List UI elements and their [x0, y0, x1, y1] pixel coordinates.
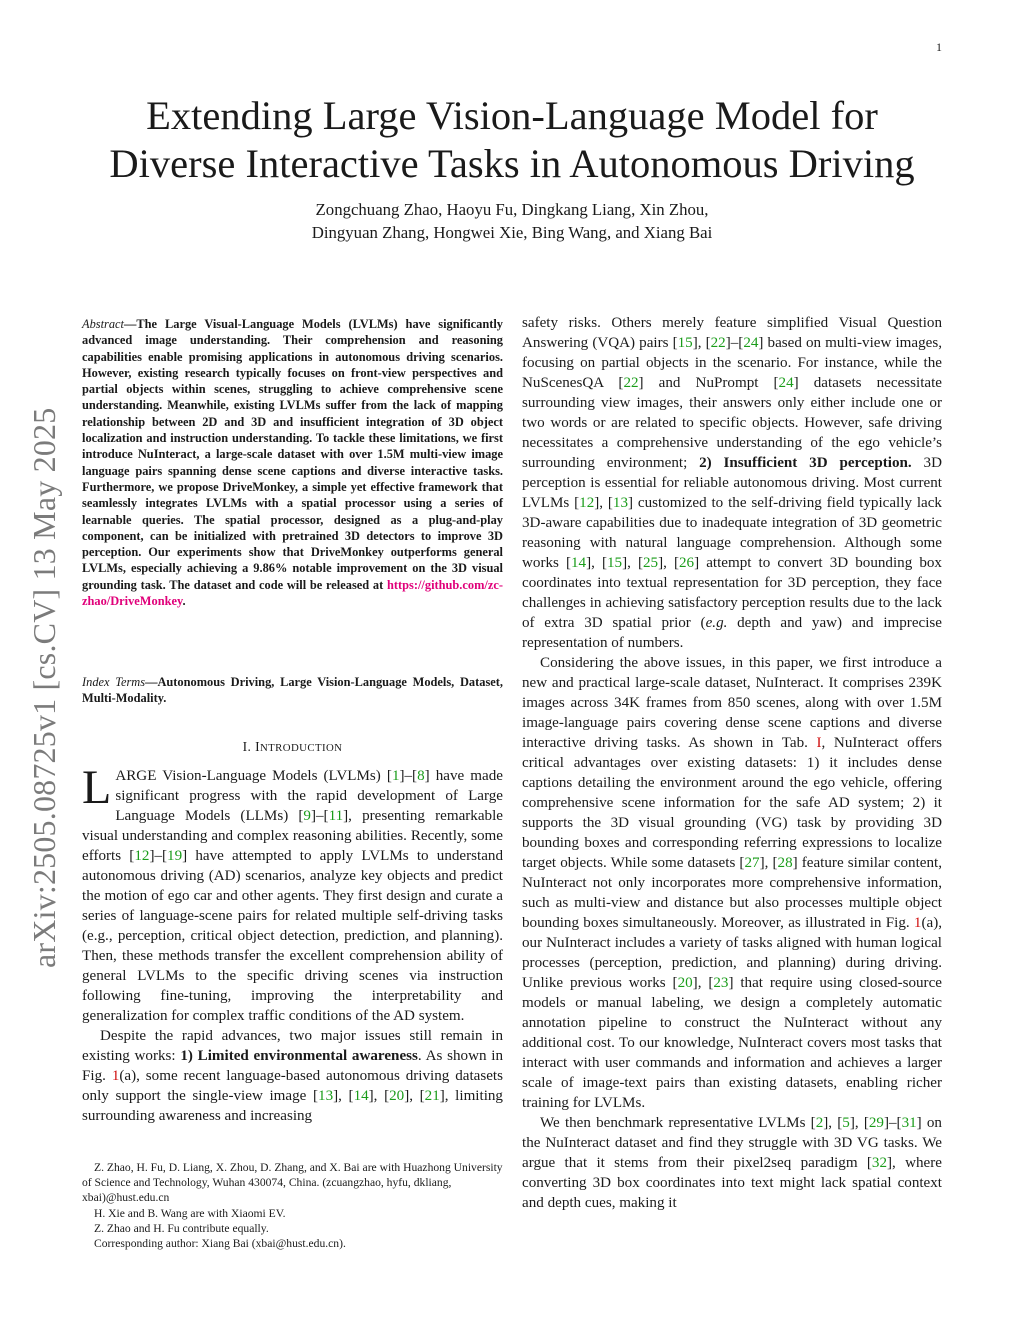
text-run: ], [: [823, 1115, 843, 1131]
text-run: ], [: [404, 1088, 425, 1104]
abstract-text: —The Large Visual-Language Models (LVLMs) have significantly advanced image understanding. Their comprehension and reasoning capabilities enable promising applications in autonomous driving scenarios. However, existing research typically focuses on front-view perspectives and partial objects within scenes, struggling to achieve comprehensive scene understanding. Meanwhile, existing LVLMs suffer from the lack of mapping relationship between 2D and 3D and insufficient integration of 3D object localization and instruction understanding. To tackle these limitations, we first introduce NuInteract, a large-scale dataset with over 1.5M multi-view image language pairs spanning dense scene captions and diverse interactive tasks. Furthermore, we propose DriveMonkey, a simple yet effective framework that seamlessly integrates LVLMs with a spatial processor using a series of learnable queries. The spatial processor, designed as a plug-and-play component, can be initialized with pretrained 3D detectors to improve 3D perception. Our experiments show that DriveMonkey outperforms general LVLMs, especially achieving a 9.86% notable improvement on the 3D visual grounding task. The dataset and code will be released at: [82, 317, 503, 592]
table-link[interactable]: I: [816, 735, 822, 751]
footnote: Z. Zhao and H. Fu contribute equally.: [94, 1221, 269, 1235]
citation-link[interactable]: 23: [713, 975, 729, 991]
section-heading: [82, 739, 503, 755]
citation-link[interactable]: 26: [679, 555, 695, 571]
text-run: ] feature similar content, NuInteract not only incorporates more comprehensive information, such as multi-view and distance but also processes multiple object bounding boxes simultaneously. Moreover, as illustrated in Fig.: [522, 855, 942, 931]
authors-line: Zongchuang Zhao, Haoyu Fu, Dingkang Liang, Xin Zhou,: [315, 200, 709, 219]
text-run: ] and NuPrompt [: [638, 375, 779, 391]
citation-link[interactable]: 2: [815, 1115, 824, 1131]
index-terms-label: Index Terms: [82, 675, 146, 689]
citation-link[interactable]: 9: [303, 808, 311, 824]
citation-link[interactable]: 31: [901, 1115, 917, 1131]
citation-link[interactable]: 1: [391, 768, 400, 784]
right-column-text: [522, 313, 942, 1213]
text-run: ], [: [759, 855, 778, 871]
bold-text: 2) Insufficient 3D perception.: [699, 455, 912, 471]
paragraph: [82, 1026, 503, 1126]
citation-link[interactable]: 22: [710, 335, 726, 351]
text-run: , NuInteract offers critical advantages over existing datasets: 1) it includes dense captions detailing the environment around the ego vehicle, offering comprehensive scene information for the safe AD system; 2) it supports the 3D visual grounding (VG) task by providing 3D bounding boxes and corresponding referring expressions to localize target objects. While some datasets [: [522, 735, 942, 871]
bold-text: 1) Limited environmental awareness: [180, 1048, 418, 1064]
text-run: ]–[: [725, 335, 744, 351]
paragraph: [82, 761, 504, 1026]
arxiv-identifier: arXiv:2505.08725v1 [cs.CV] 13 May 2025: [26, 407, 62, 968]
figure-link[interactable]: 1: [913, 915, 922, 931]
citation-link[interactable]: 11: [328, 808, 344, 824]
author-list: [160, 198, 864, 244]
citation-link[interactable]: 5: [842, 1115, 850, 1131]
section-title-initial: I: [255, 739, 260, 754]
abstract: [82, 316, 503, 609]
page-number: 1: [936, 40, 942, 54]
text-run: depth and yaw) and imprecise representation of numbers.: [522, 615, 942, 651]
title-line: Extending Large Vision-Language Model for: [146, 93, 878, 138]
text-run: (a), some recent language-based autonomous driving datasets only support the single-view image [: [82, 1068, 504, 1104]
text-run: ], [: [594, 495, 613, 511]
index-terms: [82, 674, 503, 707]
section-number: I.: [242, 739, 256, 754]
footnote: Z. Zhao, H. Fu, D. Liang, X. Zhou, D. Zhang, and X. Bai are with Huazhong University of Science and Technology, Wuhan 430074, China. (zcuangzhao, hyfu, dkliang, xbai)@hust.edu.cn: [82, 1161, 503, 1205]
text-run: ] attempt to convert 3D bounding box coordinates into textual representation for 3D perception, they face challenges in achieving satisfactory perception results due to the lack of extra 3D spatial prior (: [522, 555, 942, 631]
text-run: ] datasets necessitate surrounding view images, their answers only either include one or two words or are related to specific objects. However, safe driving necessitates a comprehensive understanding of the ego vehicle’s surrounding environment;: [522, 375, 942, 471]
text-run: ], [: [368, 1088, 390, 1104]
citation-link[interactable]: 15: [677, 335, 693, 351]
text-run: safety risks. Others merely feature simplified Visual Question Answering (VQA) pairs [: [522, 315, 942, 351]
text-run: ] customized to the self-driving field typically lack 3D-aware capabilities due to inadequate integration of 3D geometric reasoning with natural language comprehension. Although some works [: [522, 495, 942, 571]
footnote: Corresponding author: Xiang Bai (xbai@hust.edu.cn).: [94, 1237, 346, 1251]
figure-link[interactable]: 1: [111, 1068, 120, 1084]
paragraph: [522, 313, 942, 653]
text-run: We then benchmark representative LVLMs [: [540, 1115, 816, 1131]
code-link[interactable]: https://github.com/zc-zhao/DriveMonkey: [82, 577, 503, 609]
text-run: . As shown in Fig.: [82, 1048, 503, 1084]
text-run: ] have made significant progress with the rapid development of Large Language Models (LLMs) [: [115, 768, 503, 824]
text-run: ]–[: [399, 768, 418, 784]
citation-link[interactable]: 19: [167, 848, 183, 864]
italic-text: e.g.: [705, 615, 728, 631]
citation-link[interactable]: 27: [744, 855, 760, 871]
citation-link[interactable]: 14: [571, 555, 587, 571]
citation-link[interactable]: 12: [134, 848, 150, 864]
text-run: ], [: [586, 555, 607, 571]
text-run: ], limiting surrounding awareness and increasing: [82, 1088, 503, 1124]
text-run: ], [: [622, 555, 643, 571]
citation-link[interactable]: 15: [607, 555, 623, 571]
text-run: ]–[: [149, 848, 168, 864]
text-run: (a), our NuInteract includes a variety of tasks aligned with human logical processes (perception, prediction, and planning) during driving. Unlike previous works [: [522, 915, 942, 991]
text-run: ] that require using closed-source models or manual labeling, we design a completely automatic annotation pipeline to construct the NuInteract without any additional cost. To our knowledge, NuInteract covers most tasks that interact with user commands and information and achieves a larger scale of image-text pairs than existing datasets, enabling richer training for LVLMs.: [522, 975, 942, 1111]
paragraph: [522, 1113, 942, 1213]
citation-link[interactable]: 21: [424, 1088, 440, 1104]
text-run: ], [: [658, 555, 679, 571]
drop-cap: L: [82, 761, 112, 814]
text-run: ARGE Vision-Language Models (LVLMs) [: [115, 768, 392, 784]
citation-link[interactable]: 20: [677, 975, 693, 991]
abstract-label: Abstract: [82, 317, 124, 331]
text-run: Considering the above issues, in this paper, we first introduce a new and practical large-scale dataset, NuInteract. It comprises 239K images across 34K frames from 850 scenes, along with over 1.5M image-language pairs covering dense scene captions and diverse interactive driving tasks. As shown in Tab.: [522, 655, 942, 751]
abstract-end: .: [182, 594, 186, 609]
section-title-rest: NTRODUCTION: [259, 742, 343, 754]
text-run: ]–[: [310, 808, 329, 824]
citation-link[interactable]: 12: [579, 495, 595, 511]
text-run: ], presenting remarkable visual understanding and complex reasoning abilities. Recently, some efforts [: [82, 808, 503, 864]
footnotes: [82, 1160, 503, 1251]
text-run: Despite the rapid advances, two major issues still remain in existing works:: [82, 1028, 503, 1064]
citation-link[interactable]: 28: [777, 855, 793, 871]
text-run: ], [: [692, 975, 714, 991]
authors-line: Dingyuan Zhang, Hongwei Xie, Bing Wang, and Xiang Bai: [311, 223, 713, 242]
text-run: ] on the NuInteract dataset and find they struggle with 3D VG tasks. We argue that it stems from their pixel2seq paradigm [: [522, 1115, 942, 1171]
text-run: ], [: [333, 1088, 354, 1104]
text-run: ], [: [692, 335, 711, 351]
citation-link[interactable]: 14: [353, 1088, 369, 1104]
paper-title: [60, 92, 964, 188]
citation-link[interactable]: 13: [318, 1088, 334, 1104]
text-run: ], where converting 3D box coordinates into text might lack spatial context and depth cues, making it: [522, 1155, 942, 1211]
paragraph: [522, 653, 942, 1113]
citation-link[interactable]: 24: [743, 335, 759, 351]
text-run: ]–[: [883, 1115, 902, 1131]
text-run: ] based on multi-view images, focusing on partial objects in the scenario. For instance, while the NuScenesQA [: [522, 335, 942, 391]
text-run: 3D perception is essential for reliable autonomous driving. Most current LVLMs [: [522, 455, 942, 511]
citation-link[interactable]: 13: [612, 495, 629, 511]
text-run: ], [: [849, 1115, 869, 1131]
introduction-text: [82, 761, 504, 1126]
text-run: ] have attempted to apply LVLMs to understand autonomous driving (AD) scenarios, analyze key objects and predict the motion of ego car and other agents. They first design and curate a series of language-scene pairs for related multiple self-driving tasks (e.g., perception, critical object detection, prediction, and planning). Then, these methods transfer the excellent comprehension ability of general LVLMs to the specific driving scenes via instruction following fine-tuning, improving the interpretability and generalization for complex traffic conditions of the AD system.: [82, 848, 504, 1024]
citation-link[interactable]: 25: [643, 555, 659, 571]
citation-link[interactable]: 20: [389, 1088, 405, 1104]
citation-link[interactable]: 22: [623, 375, 639, 391]
title-line: Diverse Interactive Tasks in Autonomous Driving: [109, 141, 915, 186]
footnote: H. Xie and B. Wang are with Xiaomi EV.: [94, 1206, 286, 1220]
index-terms-text: —Autonomous Driving, Large Vision-Language Models, Dataset, Multi-Modality.: [82, 675, 503, 706]
citation-link[interactable]: 29: [868, 1115, 884, 1131]
citation-link[interactable]: 32: [871, 1155, 888, 1171]
citation-link[interactable]: 24: [778, 375, 794, 391]
citation-link[interactable]: 8: [417, 768, 425, 784]
